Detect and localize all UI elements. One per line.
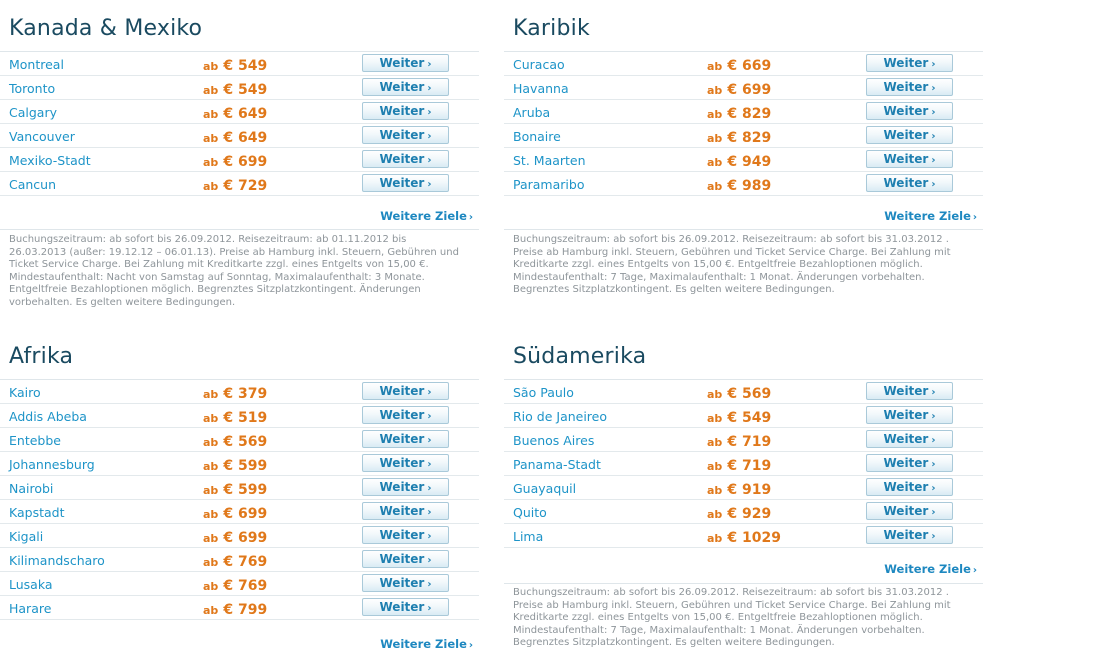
price-value: € 599 xyxy=(223,482,268,498)
weiter-button[interactable] xyxy=(866,526,953,544)
weiter-label: Weiter xyxy=(379,176,425,190)
price xyxy=(707,103,771,122)
price xyxy=(203,479,267,498)
weiter-button[interactable] xyxy=(866,430,953,448)
weiter-label: Weiter xyxy=(379,528,425,542)
destination-row xyxy=(0,148,479,172)
weiter-label: Weiter xyxy=(883,176,929,190)
chevron-right-icon: › xyxy=(427,483,432,494)
price xyxy=(707,407,771,426)
price-value: € 549 xyxy=(223,82,268,98)
destination-link[interactable]: Aruba xyxy=(513,105,551,120)
price-value: € 729 xyxy=(223,178,268,194)
price-prefix: ab xyxy=(203,132,219,145)
destination-row xyxy=(504,52,983,76)
price xyxy=(203,151,267,170)
price-prefix: ab xyxy=(203,412,219,425)
weiter-label: Weiter xyxy=(379,80,425,94)
destination-list xyxy=(0,379,479,620)
chevron-right-icon: › xyxy=(931,483,936,494)
destination-link[interactable]: Johannesburg xyxy=(9,457,95,472)
weiter-button[interactable] xyxy=(866,102,953,120)
weiter-label: Weiter xyxy=(379,384,425,398)
price-prefix: ab xyxy=(707,180,723,193)
price-value: € 699 xyxy=(223,506,268,522)
destination-list xyxy=(504,51,983,196)
section-kanada-mexiko xyxy=(0,0,479,330)
weiter-label: Weiter xyxy=(883,152,929,166)
weiter-label: Weiter xyxy=(379,104,425,118)
price-value: € 719 xyxy=(727,458,772,474)
price-prefix: ab xyxy=(707,108,723,121)
weiter-button[interactable] xyxy=(362,478,449,496)
terms-note: Buchungszeitraum: ab sofort bis 26.09.2012. Reisezeitraum: ab sofort bis 31.03.2012 . Preise ab Hamburg inkl. Steuern, Gebühren und Ticket Service Charge. Bei Zahlung mit Kreditkarte zzgl. eines Entgelts von 15,00 €. Entgeltfreie Bezahloptionen möglich. Mindestaufenthalt: 7 Tage, Maximalaufenthalt: 1 Monat. Änderungen vorbehalten. Begrenztes Sitzplatzkontingent. Es gelten weitere Bedingungen. xyxy=(513,587,951,648)
price-value: € 929 xyxy=(727,506,772,522)
destination-link[interactable]: Buenos Aires xyxy=(513,433,595,448)
price xyxy=(203,55,267,74)
destination-link[interactable]: Calgary xyxy=(9,105,57,120)
weiter-button[interactable] xyxy=(362,454,449,472)
weiter-button[interactable] xyxy=(362,54,449,72)
destination-row xyxy=(504,124,983,148)
weiter-button[interactable] xyxy=(362,526,449,544)
price-value: € 829 xyxy=(727,130,772,146)
section-suedamerika xyxy=(504,328,983,665)
chevron-right-icon: › xyxy=(427,435,432,446)
weiter-label: Weiter xyxy=(883,128,929,142)
chevron-right-icon: › xyxy=(427,387,432,398)
weiter-button[interactable] xyxy=(362,502,449,520)
price-prefix: ab xyxy=(203,60,219,73)
chevron-right-icon: › xyxy=(931,387,936,398)
chevron-right-icon: › xyxy=(427,131,432,142)
weiter-button[interactable] xyxy=(362,406,449,424)
chevron-right-icon: › xyxy=(972,212,977,223)
weiter-label: Weiter xyxy=(379,432,425,446)
price-value: € 379 xyxy=(223,386,268,402)
weiter-label: Weiter xyxy=(883,504,929,518)
destination-link[interactable]: Toronto xyxy=(9,81,56,96)
price xyxy=(203,455,267,474)
price xyxy=(707,527,781,546)
price xyxy=(203,407,267,426)
price-prefix: ab xyxy=(203,108,219,121)
price-value: € 949 xyxy=(727,154,772,170)
price-prefix: ab xyxy=(203,580,219,593)
destination-row xyxy=(0,548,479,572)
price-prefix: ab xyxy=(707,84,723,97)
price-prefix: ab xyxy=(707,460,723,473)
destination-row xyxy=(504,100,983,124)
weiter-label: Weiter xyxy=(379,552,425,566)
destination-list xyxy=(504,379,983,548)
chevron-right-icon: › xyxy=(427,83,432,94)
destination-link[interactable]: Bonaire xyxy=(513,129,561,144)
chevron-right-icon: › xyxy=(931,179,936,190)
price-value: € 699 xyxy=(223,154,268,170)
destination-link[interactable]: Lima xyxy=(513,529,544,544)
more-destinations-link[interactable] xyxy=(380,209,473,223)
price xyxy=(707,431,771,450)
section-karibik xyxy=(504,0,983,330)
destination-row xyxy=(0,172,479,196)
price-value: € 569 xyxy=(223,434,268,450)
price-prefix: ab xyxy=(203,460,219,473)
price-prefix: ab xyxy=(707,156,723,169)
chevron-right-icon: › xyxy=(931,411,936,422)
price xyxy=(203,575,267,594)
chevron-right-icon: › xyxy=(931,459,936,470)
chevron-right-icon: › xyxy=(931,507,936,518)
weiter-button[interactable] xyxy=(362,574,449,592)
price-value: € 769 xyxy=(223,554,268,570)
chevron-right-icon: › xyxy=(427,155,432,166)
weiter-label: Weiter xyxy=(883,480,929,494)
weiter-label: Weiter xyxy=(883,80,929,94)
destination-link[interactable]: Quito xyxy=(513,505,547,520)
price-value: € 799 xyxy=(223,602,268,618)
price-value: € 699 xyxy=(727,82,772,98)
destination-link[interactable]: Rio de Janeireo xyxy=(513,409,608,424)
weiter-button[interactable] xyxy=(866,382,953,400)
chevron-right-icon: › xyxy=(427,59,432,70)
chevron-right-icon: › xyxy=(427,555,432,566)
destination-row xyxy=(0,52,479,76)
more-label: Weitere Ziele xyxy=(380,209,467,223)
price-prefix: ab xyxy=(203,508,219,521)
chevron-right-icon: › xyxy=(931,155,936,166)
weiter-button[interactable] xyxy=(362,382,449,400)
destination-link[interactable]: Lusaka xyxy=(9,577,53,592)
price-prefix: ab xyxy=(707,484,723,497)
chevron-right-icon: › xyxy=(931,435,936,446)
divider xyxy=(504,229,983,230)
destination-row xyxy=(0,452,479,476)
weiter-button[interactable] xyxy=(362,598,449,616)
destination-link[interactable]: Havanna xyxy=(513,81,569,96)
destination-link[interactable]: Vancouver xyxy=(9,129,75,144)
weiter-button[interactable] xyxy=(866,406,953,424)
price-value: € 719 xyxy=(727,434,772,450)
destination-row xyxy=(0,100,479,124)
chevron-right-icon: › xyxy=(427,411,432,422)
destination-link[interactable]: Mexiko-Stadt xyxy=(9,153,91,168)
chevron-right-icon: › xyxy=(931,107,936,118)
chevron-right-icon: › xyxy=(427,579,432,590)
section-title: Afrika xyxy=(9,344,74,369)
price-prefix: ab xyxy=(203,604,219,617)
chevron-right-icon: › xyxy=(931,59,936,70)
price-value: € 599 xyxy=(223,458,268,474)
weiter-label: Weiter xyxy=(883,456,929,470)
section-title: Südamerika xyxy=(513,344,647,369)
weiter-label: Weiter xyxy=(883,408,929,422)
price-prefix: ab xyxy=(203,84,219,97)
price-value: € 669 xyxy=(727,58,772,74)
section-afrika xyxy=(0,328,479,665)
weiter-button[interactable] xyxy=(362,126,449,144)
weiter-button[interactable] xyxy=(866,150,953,168)
weiter-button[interactable] xyxy=(362,430,449,448)
price xyxy=(707,383,771,402)
destination-row xyxy=(504,500,983,524)
destination-link[interactable]: São Paulo xyxy=(513,385,574,400)
chevron-right-icon: › xyxy=(427,179,432,190)
weiter-label: Weiter xyxy=(883,432,929,446)
weiter-label: Weiter xyxy=(379,600,425,614)
more-destinations-link[interactable] xyxy=(884,562,977,576)
chevron-right-icon: › xyxy=(931,83,936,94)
price-value: € 549 xyxy=(727,410,772,426)
terms-note: Buchungszeitraum: ab sofort bis 26.09.2012. Reisezeitraum: ab sofort bis 31.03.2012 . Preise ab Hamburg inkl. Steuern, Gebühren und Ticket Service Charge. Bei Zahlung mit Kreditkarte zzgl. eines Entgelts von 15,00 €. Entgeltfreie Bezahloptionen möglich. Mindestaufenthalt: 7 Tage, Maximalaufenthalt: 1 Monat. Änderungen vorbehalten. Begrenztes Sitzplatzkontingent. Es gelten weitere Bedingungen. xyxy=(513,234,951,295)
destination-row xyxy=(0,476,479,500)
destination-row xyxy=(504,428,983,452)
price xyxy=(707,455,771,474)
price-value: € 649 xyxy=(223,106,268,122)
price-prefix: ab xyxy=(707,412,723,425)
chevron-right-icon: › xyxy=(427,107,432,118)
weiter-button[interactable] xyxy=(866,454,953,472)
weiter-label: Weiter xyxy=(883,56,929,70)
price-value: € 769 xyxy=(223,578,268,594)
price-value: € 989 xyxy=(727,178,772,194)
destination-row xyxy=(0,596,479,620)
weiter-label: Weiter xyxy=(379,128,425,142)
price-prefix: ab xyxy=(203,156,219,169)
more-label: Weitere Ziele xyxy=(380,637,467,651)
destination-row xyxy=(0,76,479,100)
price xyxy=(203,79,267,98)
price-value: € 569 xyxy=(727,386,772,402)
weiter-button[interactable] xyxy=(362,550,449,568)
destination-row xyxy=(504,404,983,428)
destination-link[interactable]: Montreal xyxy=(9,57,64,72)
price xyxy=(203,127,267,146)
price-prefix: ab xyxy=(707,508,723,521)
weiter-button[interactable] xyxy=(866,78,953,96)
destination-row xyxy=(0,572,479,596)
price-value: € 1029 xyxy=(727,530,781,546)
price-prefix: ab xyxy=(707,388,723,401)
destination-row xyxy=(504,172,983,196)
price xyxy=(203,599,267,618)
weiter-label: Weiter xyxy=(883,384,929,398)
chevron-right-icon: › xyxy=(427,459,432,470)
weiter-button[interactable] xyxy=(866,478,953,496)
terms-note: Buchungszeitraum: ab sofort bis 26.09.2012. Reisezeitraum: ab 01.11.2012 bis 26.03.2013 (außer: 19.12.12 – 06.01.13). Preise ab Hamburg inkl. Steuern, Gebühren und Ticket Service Charge. Bei Zahlung mit Kreditkarte zzgl. eines Entgelts von 15,00 €. Mindestaufenthalt: Nacht von Samstag auf Sonntag, Maximalaufenthalt: 3 Monate. Entgeltfreie Bezahloptionen möglich. Begrenztes Sitzplatzkontingent. Änderungen vorbehalten. Es gelten weitere Bedingungen. xyxy=(9,234,459,308)
price xyxy=(707,503,771,522)
price-prefix: ab xyxy=(203,436,219,449)
price xyxy=(707,55,771,74)
weiter-button[interactable] xyxy=(866,54,953,72)
price-prefix: ab xyxy=(707,532,723,545)
price xyxy=(203,503,267,522)
weiter-label: Weiter xyxy=(379,408,425,422)
price-prefix: ab xyxy=(203,388,219,401)
price xyxy=(203,175,267,194)
weiter-button[interactable] xyxy=(362,150,449,168)
destination-row xyxy=(0,500,479,524)
destination-link[interactable]: Guayaquil xyxy=(513,481,577,496)
weiter-label: Weiter xyxy=(883,104,929,118)
destination-link[interactable]: Cancun xyxy=(9,177,57,192)
price-prefix: ab xyxy=(707,436,723,449)
destination-link[interactable]: Kilimandscharo xyxy=(9,553,105,568)
weiter-button[interactable] xyxy=(866,502,953,520)
price xyxy=(203,103,267,122)
destination-row xyxy=(504,452,983,476)
chevron-right-icon: › xyxy=(931,131,936,142)
destination-link[interactable]: Nairobi xyxy=(9,481,54,496)
price-value: € 919 xyxy=(727,482,772,498)
weiter-label: Weiter xyxy=(379,480,425,494)
chevron-right-icon: › xyxy=(972,565,977,576)
weiter-label: Weiter xyxy=(379,504,425,518)
destination-row xyxy=(504,476,983,500)
price xyxy=(707,151,771,170)
price-value: € 549 xyxy=(223,58,268,74)
destination-row xyxy=(504,76,983,100)
divider xyxy=(0,229,479,230)
chevron-right-icon: › xyxy=(468,212,473,223)
chevron-right-icon: › xyxy=(931,531,936,542)
price xyxy=(707,175,771,194)
destination-link[interactable]: Panama-Stadt xyxy=(513,457,601,472)
more-destinations-link[interactable] xyxy=(884,209,977,223)
section-title: Kanada & Mexiko xyxy=(9,16,203,41)
weiter-button[interactable] xyxy=(866,174,953,192)
destination-link[interactable]: Paramaribo xyxy=(513,177,585,192)
destination-link[interactable]: Addis Abeba xyxy=(9,409,87,424)
weiter-button[interactable] xyxy=(866,126,953,144)
chevron-right-icon: › xyxy=(427,531,432,542)
price xyxy=(203,551,267,570)
weiter-button[interactable] xyxy=(362,78,449,96)
destination-row xyxy=(504,148,983,172)
price-prefix: ab xyxy=(707,60,723,73)
destination-list xyxy=(0,51,479,196)
destination-link[interactable]: Entebbe xyxy=(9,433,61,448)
price xyxy=(203,383,267,402)
price xyxy=(707,127,771,146)
destination-link[interactable]: Kigali xyxy=(9,529,44,544)
weiter-label: Weiter xyxy=(379,152,425,166)
price-value: € 649 xyxy=(223,130,268,146)
weiter-button[interactable] xyxy=(362,102,449,120)
weiter-label: Weiter xyxy=(379,576,425,590)
price xyxy=(707,479,771,498)
price xyxy=(203,431,267,450)
destination-link[interactable]: Curacao xyxy=(513,57,565,72)
weiter-label: Weiter xyxy=(883,528,929,542)
chevron-right-icon: › xyxy=(468,640,473,651)
chevron-right-icon: › xyxy=(427,603,432,614)
weiter-button[interactable] xyxy=(362,174,449,192)
destination-row xyxy=(504,524,983,548)
destination-row xyxy=(0,404,479,428)
weiter-label: Weiter xyxy=(379,56,425,70)
more-label: Weitere Ziele xyxy=(884,209,971,223)
destination-row xyxy=(0,428,479,452)
destination-row xyxy=(0,380,479,404)
divider xyxy=(504,583,983,584)
destination-row xyxy=(0,124,479,148)
more-label: Weitere Ziele xyxy=(884,562,971,576)
price xyxy=(203,527,267,546)
price-value: € 519 xyxy=(223,410,268,426)
chevron-right-icon: › xyxy=(427,507,432,518)
more-destinations-link[interactable] xyxy=(380,637,473,651)
price-prefix: ab xyxy=(707,132,723,145)
weiter-label: Weiter xyxy=(379,456,425,470)
price-prefix: ab xyxy=(203,532,219,545)
destination-link[interactable]: Kairo xyxy=(9,385,41,400)
price xyxy=(707,79,771,98)
price-prefix: ab xyxy=(203,556,219,569)
section-title: Karibik xyxy=(513,16,590,41)
destination-row xyxy=(504,380,983,404)
destination-link[interactable]: Harare xyxy=(9,601,52,616)
price-value: € 829 xyxy=(727,106,772,122)
destination-link[interactable]: Kapstadt xyxy=(9,505,65,520)
destination-link[interactable]: St. Maarten xyxy=(513,153,586,168)
destination-row xyxy=(0,524,479,548)
price-value: € 699 xyxy=(223,530,268,546)
price-prefix: ab xyxy=(203,484,219,497)
price-prefix: ab xyxy=(203,180,219,193)
